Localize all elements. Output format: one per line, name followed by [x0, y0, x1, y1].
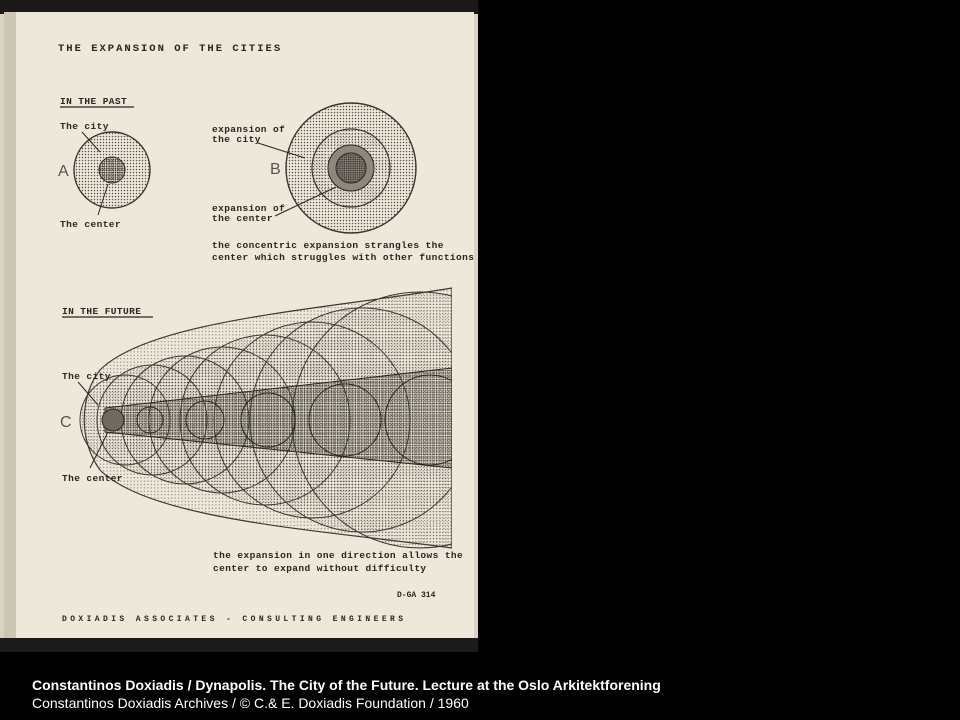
figure-a-letter: A — [58, 163, 69, 180]
figure-b-expansion-city-1: expansion of — [212, 124, 286, 135]
footer-firm-name: DOXIADIS ASSOCIATES - CONSULTING ENGINEERS — [62, 615, 407, 624]
figure-c-center-label: The center — [62, 473, 124, 484]
image-caption — [32, 676, 661, 712]
figure-b-letter: B — [270, 161, 281, 178]
figure-a-center-label: The center — [60, 219, 122, 230]
caption-credit: Constantinos Doxiadis Archives / © C.& E. Doxiadis Foundation / 1960 — [32, 695, 469, 711]
past-note-line-2: center which struggles with other functions — [212, 252, 475, 263]
past-note-line-1: the concentric expansion strangles the — [212, 240, 444, 251]
page-drawing — [0, 0, 478, 652]
figure-b-expansion-center-1: expansion of — [212, 203, 286, 214]
figure-c-letter: C — [60, 414, 72, 431]
future-note-line-2: center to expand without difficulty — [213, 563, 427, 574]
figure-b-expansion-center-2: the center — [212, 213, 274, 224]
caption-title: Constantinos Doxiadis / Dynapolis. The City of the Future. Lecture at the Oslo Arkitektforening — [32, 677, 661, 693]
scanned-page — [0, 0, 478, 652]
page-title: THE EXPANSION OF THE CITIES — [58, 43, 283, 55]
future-heading: IN THE FUTURE — [62, 306, 142, 317]
figure-a-city-label: The city — [60, 121, 109, 132]
binding-shadow — [4, 12, 16, 640]
figure-b-expansion-city-2: the city — [212, 134, 261, 145]
future-note-line-1: the expansion in one direction allows the — [213, 550, 464, 561]
past-heading: IN THE PAST — [60, 96, 128, 107]
plate-reference: D-GA 314 — [397, 591, 436, 600]
figure-c-city-label: The city — [62, 371, 111, 382]
